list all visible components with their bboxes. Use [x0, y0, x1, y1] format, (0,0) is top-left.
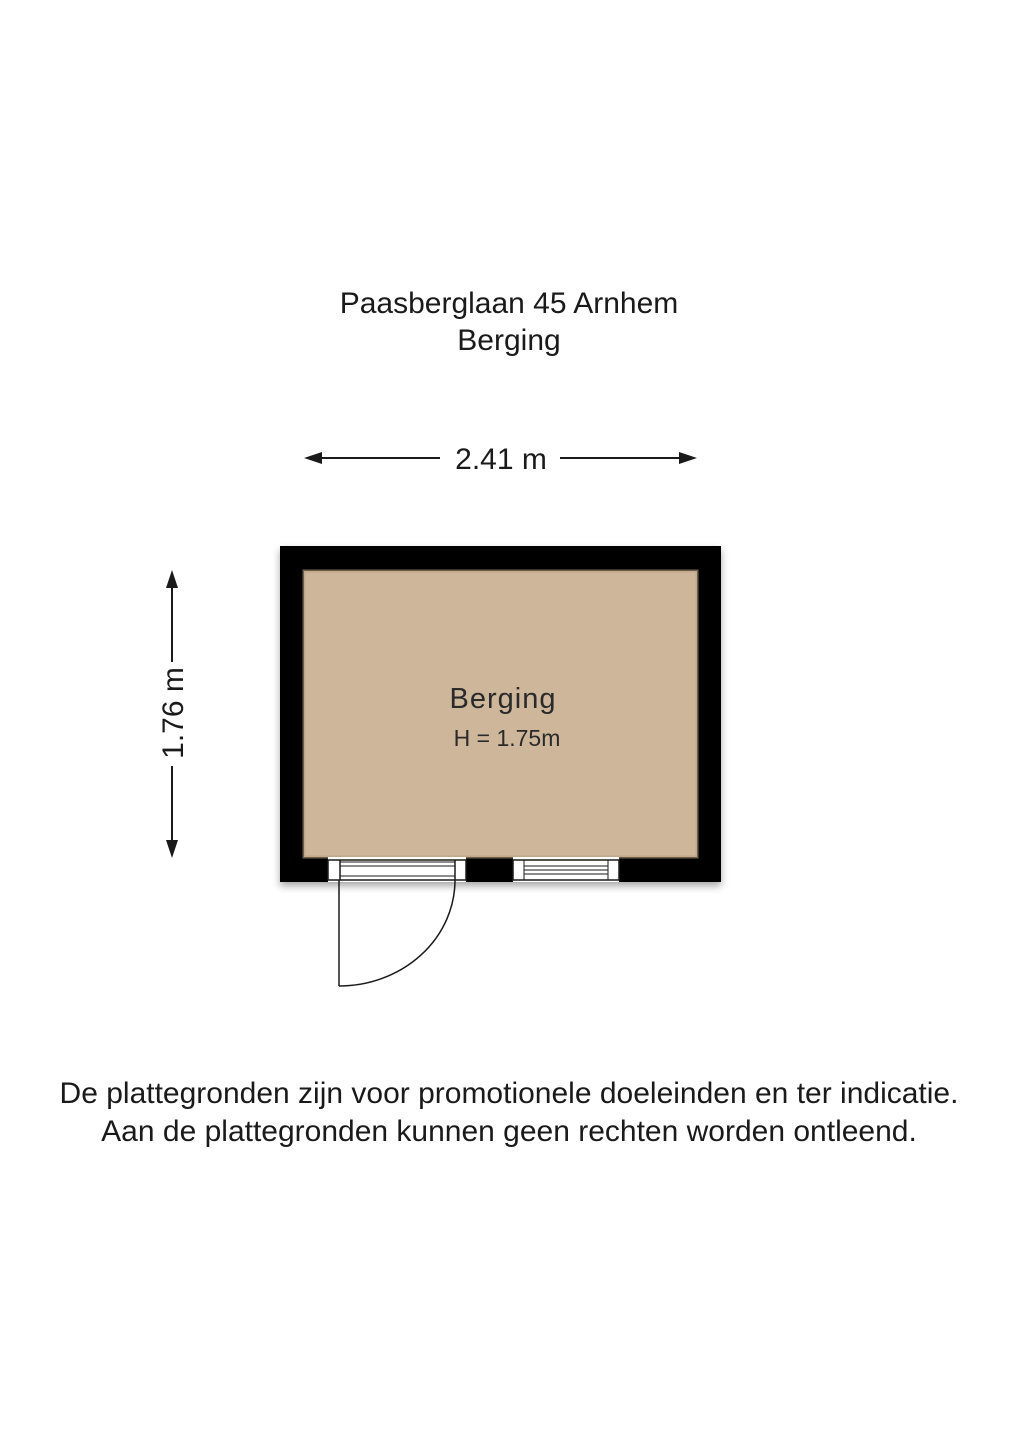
window — [513, 857, 619, 882]
room-height-label: H = 1.75m — [453, 725, 561, 751]
depth-dimension — [157, 570, 190, 858]
arrow-left-icon — [304, 452, 322, 464]
floor-title: Berging — [457, 324, 561, 357]
door — [328, 857, 466, 986]
width-dimension — [304, 443, 697, 476]
arrow-right-icon — [679, 452, 697, 464]
door-swing-arc — [339, 880, 455, 986]
width-label: 2.41 m — [455, 443, 547, 476]
address-title: Paasberglaan 45 Arnhem — [339, 287, 679, 320]
arrow-up-icon — [166, 570, 178, 588]
disclaimer-line-1: De plattegronden zijn voor promotionele doeleinden en ter indicatie. — [59, 1077, 959, 1110]
arrow-down-icon — [166, 840, 178, 858]
depth-label: 1.76 m — [157, 667, 190, 759]
room-name-label: Berging — [449, 683, 557, 715]
door-frame — [328, 860, 466, 880]
disclaimer-line-2: Aan de plattegronden kunnen geen rechten worden ontleend. — [101, 1115, 917, 1148]
